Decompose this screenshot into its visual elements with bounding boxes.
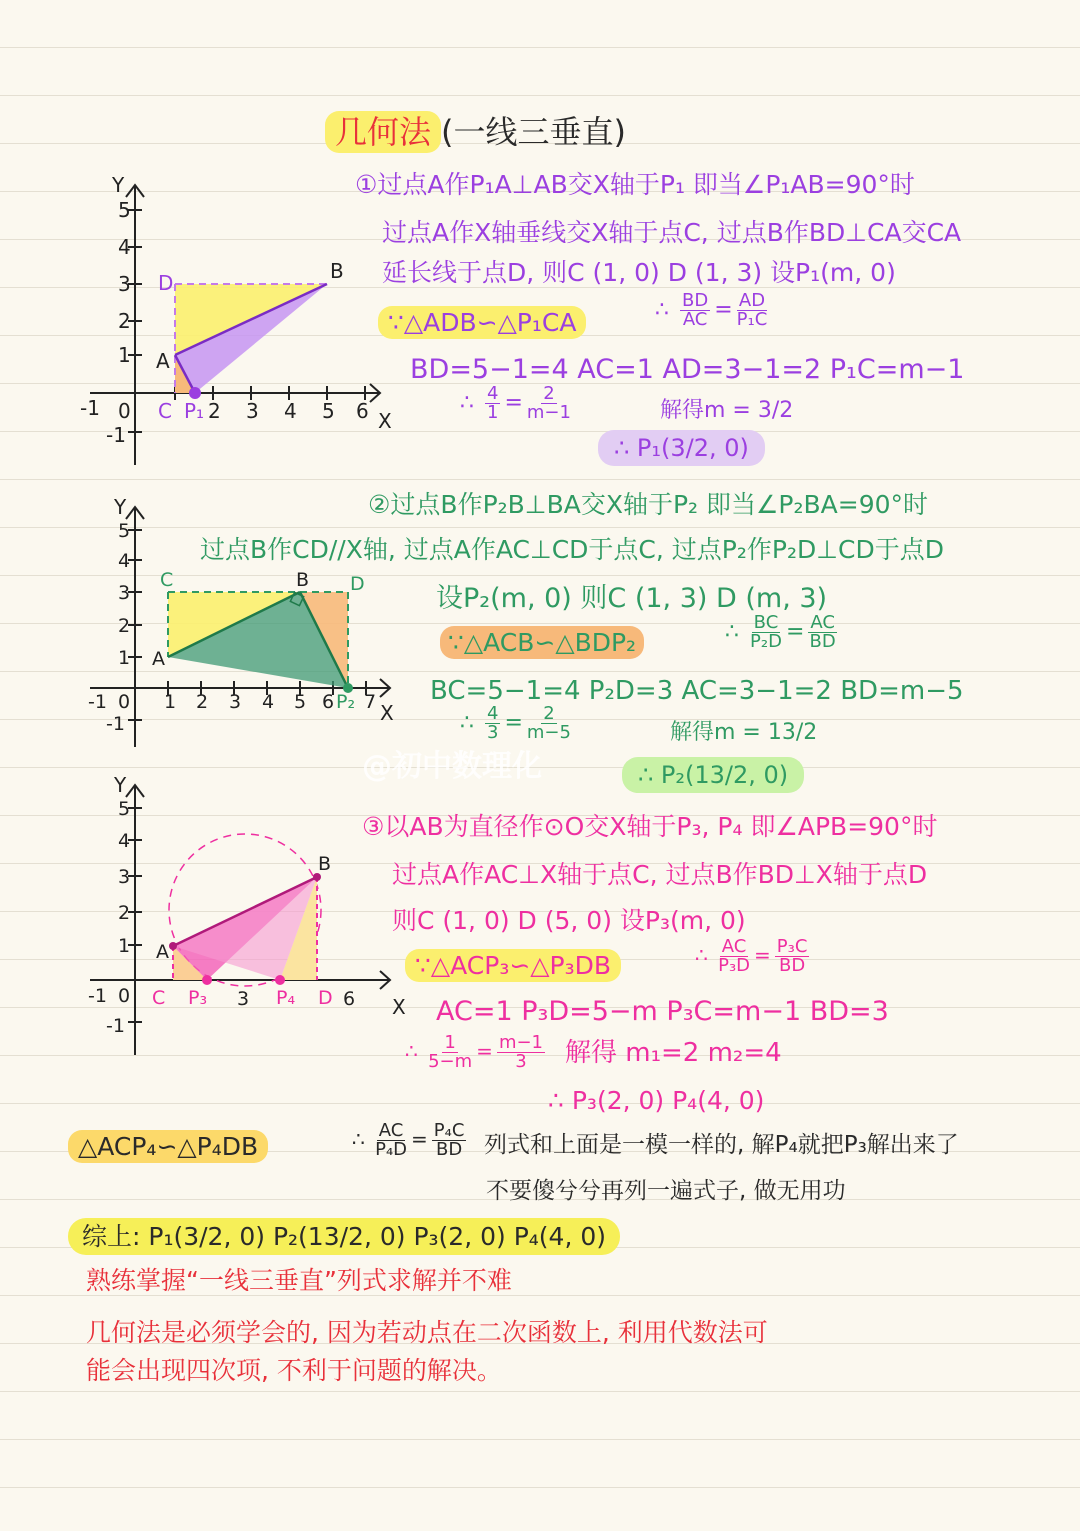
graph-1 [80,170,400,470]
case2-result-text: ∴ P₂(13/2, 0) [622,757,804,793]
case1-ratio-prefix: ∴ [655,297,669,323]
svg-text:4: 4 [284,399,297,423]
svg-text:3: 3 [118,582,131,604]
case1-ratio: ∴ $\frac{BD}{AC}$ = $\frac{AD}{\text{P₁C}}$ [655,290,768,330]
graph1-label-d: D [158,271,174,295]
svg-text:2: 2 [118,902,131,924]
summary-text: 综上: P₁(3/2, 0) P₂(13/2, 0) P₃(2, 0) P₄(4, 0) [68,1218,620,1255]
graph2-label-b: B [296,569,310,591]
case2-similar [440,630,644,655]
svg-text:1: 1 [164,691,177,713]
svg-text:0: 0 [118,691,131,713]
case2-ratio-lhs: $\frac{BC}{\text{P₂D}}$ [750,612,782,652]
graph1-label-p1: P₁ [184,399,205,423]
note-similar-text: △ACP₄∽△P₄DB [68,1130,268,1163]
svg-text:4: 4 [262,691,275,713]
graph1-point-p1 [189,387,201,399]
graph3-label-d: D [318,987,333,1009]
case3-line3: 则C (1, 0) D (5, 0) 设P₃(m, 0) [392,906,746,935]
svg-text:-1: -1 [80,396,100,420]
case2-result [622,763,804,787]
case2-line1: ②过点B作P₂B⊥BA交X轴于P₂ 即当∠P₂BA=90°时 [368,490,929,519]
graph2-x-label: X [380,701,394,725]
graph1-label-b: B [330,259,344,283]
svg-text:2: 2 [118,309,131,333]
case1-eq-rhs: $\frac{2}{m-1}$ [526,383,571,423]
case2-calc: BC=5−1=4 P₂D=3 AC=3−1=2 BD=m−5 [430,676,964,706]
tip-2: 几何法是必须学会的, 因为若动点在二次函数上, 利用代数法可 [86,1318,768,1347]
svg-text:6: 6 [322,691,335,713]
case1-line2: 过点A作X轴垂线交X轴于点C, 过点B作BD⊥CA交CA [382,218,962,247]
svg-text:5: 5 [118,198,131,222]
case3-ratio-rhs: $\frac{\text{P₃C}}{BD}$ [776,936,808,976]
case2-ratio-rhs: $\frac{AC}{BD}$ [809,612,836,652]
tip-1: 熟练掌握“一线三垂直”列式求解并不难 [86,1266,512,1295]
case2-eq-lhs: $\frac{4}{3}$ [487,703,499,743]
watermark: @初中数理化 [362,749,542,784]
graph3-label-a: A [156,941,169,963]
svg-text:5: 5 [118,520,131,542]
case3-similar [405,953,621,978]
note-similar [68,1134,268,1159]
svg-text:1: 1 [118,343,131,367]
svg-text:5: 5 [294,691,307,713]
graph2-y-label: Y [114,495,127,519]
graph3-point-a [169,942,177,950]
page-title [325,113,626,151]
case1-ratio-rhs: $\frac{AD}{\text{P₁C}}$ [736,290,768,330]
svg-text:4: 4 [118,830,131,852]
case1-solve: 解得m = 3/2 [660,398,794,423]
case3-similar-text: ∵△ACP₃∽△P₃DB [405,949,621,982]
case2-ratio: ∴ $\frac{BC}{\text{P₂D}}$ = $\frac{AC}{BD}$ [725,612,836,652]
case3-ratio: ∴ $\frac{AC}{\text{P₃D}}$ = $\frac{\text{P₃C}}{BD}$ [695,936,808,976]
case2-solve: 解得m = 13/2 [670,720,818,745]
tip-3: 能会出现四次项, 不利于问题的解决。 [86,1356,502,1385]
summary [68,1218,620,1255]
svg-text:5: 5 [118,798,131,820]
case3-eq: ∴ $\frac{1}{5-m}$ = $\frac{m-1}{3}$ [405,1032,544,1072]
svg-text:3: 3 [118,866,131,888]
case2-line3: 设P₂(m, 0) 则C (1, 3) D (m, 3) [436,583,828,614]
svg-text:2: 2 [196,691,209,713]
svg-text:1: 1 [118,647,131,669]
svg-text:5: 5 [322,399,335,423]
case2-eq-rhs: $\frac{2}{m-5}$ [526,703,571,743]
graph3-point-p3 [202,975,212,985]
graph1-label-a: A [156,349,170,373]
case3-solve: 解得 m₁=2 m₂=4 [565,1038,782,1068]
graph2-label-p2: P₂ [336,691,356,713]
svg-text:3: 3 [246,399,259,423]
svg-text:6: 6 [343,988,356,1010]
graph3-label-p3: P₃ [188,987,208,1009]
case1-eq-lhs: $\frac{4}{1}$ [487,383,499,423]
case3-ratio-lhs: $\frac{AC}{\text{P₃D}}$ [718,936,751,976]
case3-result: ∴ P₃(2, 0) P₄(4, 0) [548,1086,765,1115]
graph2-label-d: D [350,573,365,595]
svg-text:-1: -1 [106,713,125,735]
note-text1: 列式和上面是一模一样的, 解P₄就把P₃解出来了 [484,1132,959,1158]
svg-text:1: 1 [118,935,131,957]
case1-similar [378,310,586,335]
case1-ratio-lhs: $\frac{BD}{AC}$ [682,290,709,330]
svg-text:4: 4 [118,550,131,572]
case3-line2: 过点A作AC⊥X轴于点C, 过点B作BD⊥X轴于点D [392,860,928,889]
svg-text:-1: -1 [88,985,107,1007]
title-main: 几何法 [325,111,441,153]
svg-text:2: 2 [118,615,131,637]
case3-eq-rhs: $\frac{m-1}{3}$ [498,1032,544,1072]
graph3-point-p4 [275,975,285,985]
svg-text:-1: -1 [106,1015,125,1037]
case1-line3: 延长线于点D, 则C (1, 0) D (1, 3) 设P₁(m, 0) [382,258,896,287]
case1-result [598,436,765,460]
svg-text:0: 0 [118,985,131,1007]
svg-text:2: 2 [208,399,221,423]
graph3-label-p4: P₄ [276,987,296,1009]
title-sub: (一线三垂直) [441,113,626,151]
svg-text:4: 4 [118,235,131,259]
graph3-x-label: X [392,995,406,1019]
graph3-label-c: C [152,987,166,1009]
case1-line1: ①过点A作P₁A⊥AB交X轴于P₁ 即当∠P₁AB=90°时 [355,170,915,199]
graph2-label-a: A [152,648,165,670]
case3-eq-lhs: $\frac{1}{5-m}$ [428,1032,473,1072]
graph-2 [80,492,410,752]
case3-calc: AC=1 P₃D=5−m P₃C=m−1 BD=3 [436,996,889,1027]
svg-text:3: 3 [118,272,131,296]
note-ratio-rhs: $\frac{\text{P₄C}}{BD}$ [433,1120,465,1160]
case2-line2: 过点B作CD//X轴, 过点A作AC⊥CD于点C, 过点P₂作P₂D⊥CD于点D [200,535,944,564]
case2-similar-text: ∵△ACB∽△BDP₂ [440,626,644,659]
graph2-label-c: C [160,569,174,591]
case3-line1: ③以AB为直径作⊙O交X轴于P₃, P₄ 即∠APB=90°时 [362,812,938,841]
case1-calc: BD=5−1=4 AC=1 AD=3−1=2 P₁C=m−1 [410,354,965,385]
graph3-label-b: B [318,853,332,875]
case1-result-text: ∴ P₁(3/2, 0) [598,430,765,466]
graph3-y-label: Y [114,773,127,797]
graph1-y-label: Y [112,173,125,197]
note-ratio-lhs: $\frac{AC}{\text{P₄D}}$ [375,1120,408,1160]
svg-text:-1: -1 [106,423,126,447]
graph1-x-label: X [378,409,392,433]
note-ratio: ∴ $\frac{AC}{\text{P₄D}}$ = $\frac{\text{P₄C}}{BD}$ [352,1120,465,1160]
svg-text:0: 0 [118,399,131,423]
svg-text:7: 7 [364,691,377,713]
svg-text:3: 3 [237,988,250,1010]
case2-eq: ∴ $\frac{4}{3}$ = $\frac{2}{m-5}$ [460,703,571,743]
case1-eq: ∴ $\frac{4}{1}$ = $\frac{2}{m-1}$ [460,383,571,423]
graph1-label-c: C [158,399,172,423]
case1-similar-text: ∵△ADB∽△P₁CA [378,306,586,339]
graph-3 [80,770,410,1060]
note-text2: 不要傻兮兮再列一遍式子, 做无用功 [486,1178,846,1204]
svg-text:6: 6 [356,399,369,423]
svg-text:-1: -1 [88,691,107,713]
svg-text:3: 3 [229,691,242,713]
